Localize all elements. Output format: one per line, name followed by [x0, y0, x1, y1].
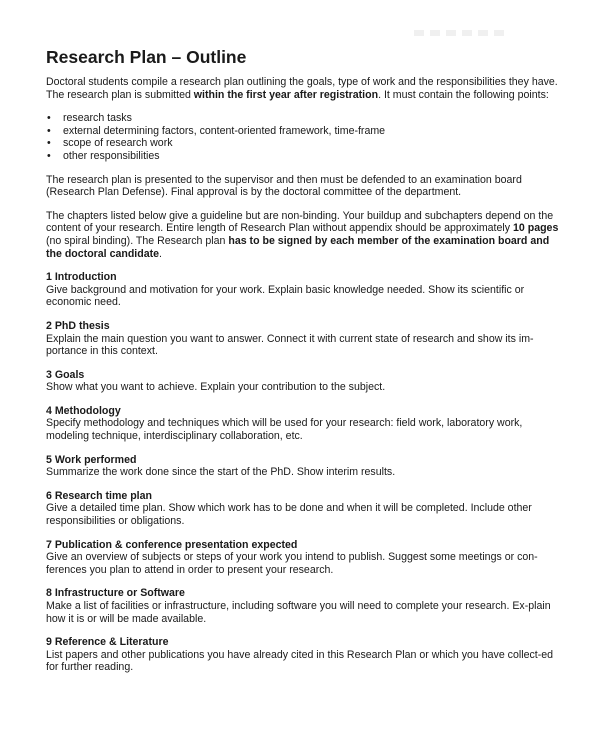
- intro-text-2: . It must contain the following points:: [378, 88, 549, 101]
- intro-paragraph: [46, 76, 562, 101]
- section-text: Give an overview of subjects or steps of your work you intend to publish. Suggest some meetings or con-ferences you plan to attend in order to present your research.: [46, 551, 538, 576]
- section-text: List papers and other publications you have already cited in this Research Plan or which you have collect-ed for further reading.: [46, 648, 554, 674]
- section-title: 6 Research time plan: [46, 489, 152, 502]
- section-infrastructure: [46, 587, 562, 625]
- section-introduction: [46, 271, 562, 309]
- guideline-text-2: (no spiral binding). The Research plan: [46, 234, 229, 247]
- section-text: Give a detailed time plan. Show which work has to be done and when it will be completed. Include other responsibilities or obligations.: [46, 502, 532, 528]
- section-title: 7 Publication & conference presentation expected: [46, 538, 298, 551]
- list-item: • scope of research work: [46, 137, 562, 150]
- intro-text-1: Doctoral students compile a research plan outlining the goals, type of work and the responsibilities they have. The research plan is submitted: [46, 76, 558, 101]
- section-text: Explain the main question you want to answer. Connect it with current state of research and show its im-portance in this context.: [46, 332, 534, 358]
- section-title: 2 PhD thesis: [46, 319, 110, 332]
- section-reference: [46, 636, 562, 674]
- section-text: Give background and motivation for your work. Explain basic knowledge needed. Show its scientific or economic need.: [46, 283, 525, 309]
- section-title: 3 Goals: [46, 368, 85, 381]
- list-item: • other responsibilities: [46, 150, 562, 163]
- faint-header-mark: [414, 30, 504, 36]
- list-item: • external determining factors, content-oriented framework, time-frame: [46, 125, 562, 138]
- section-text: Summarize the work done since the start of the PhD. Show interim results.: [46, 466, 396, 479]
- section-goals: [46, 369, 562, 394]
- defense-paragraph: The research plan is presented to the supervisor and then must be defended to an examination board (Research Plan Defense). Final approval is by the doctoral committee of the department.: [46, 173, 522, 199]
- list-item: • research tasks: [46, 112, 562, 125]
- section-methodology: [46, 405, 562, 443]
- section-title: 1 Introduction: [46, 271, 117, 284]
- document-body: [46, 76, 562, 674]
- section-title: 5 Work performed: [46, 453, 137, 466]
- guideline-bold-2: has to be signed by each member of the examination board and the doctoral candidate: [46, 234, 550, 260]
- section-text: Show what you want to achieve. Explain your contribution to the subject.: [46, 381, 386, 394]
- requirements-list: [46, 112, 562, 162]
- section-phd-thesis: [46, 320, 562, 358]
- guideline-bold-1: 10 pages: [513, 222, 559, 235]
- guideline-text-3: .: [159, 247, 162, 260]
- guideline-paragraph: [46, 210, 562, 260]
- section-text: Make a list of facilities or infrastructure, including software you will need to complete your research. Ex-plain how it is or will be made available.: [46, 600, 551, 625]
- section-text: Specify methodology and techniques which will be used for your research: field work, laboratory work, modeling technique, interdisciplinary collaboration, etc.: [46, 417, 523, 443]
- page-title: Research Plan – Outline: [46, 47, 247, 67]
- section-title: 9 Reference & Literature: [46, 636, 169, 649]
- section-work-performed: [46, 454, 562, 479]
- guideline-text-1: The chapters listed below give a guideline but are non-binding. Your buildup and subchapters depend on the content of your research. Entire length of Research Plan without appendix should be approximately: [46, 209, 554, 235]
- section-research-time-plan: [46, 490, 562, 528]
- section-title: 8 Infrastructure or Software: [46, 587, 185, 600]
- intro-bold: within the first year after registration: [193, 88, 379, 101]
- section-title: 4 Methodology: [46, 404, 121, 417]
- section-publication: [46, 539, 562, 577]
